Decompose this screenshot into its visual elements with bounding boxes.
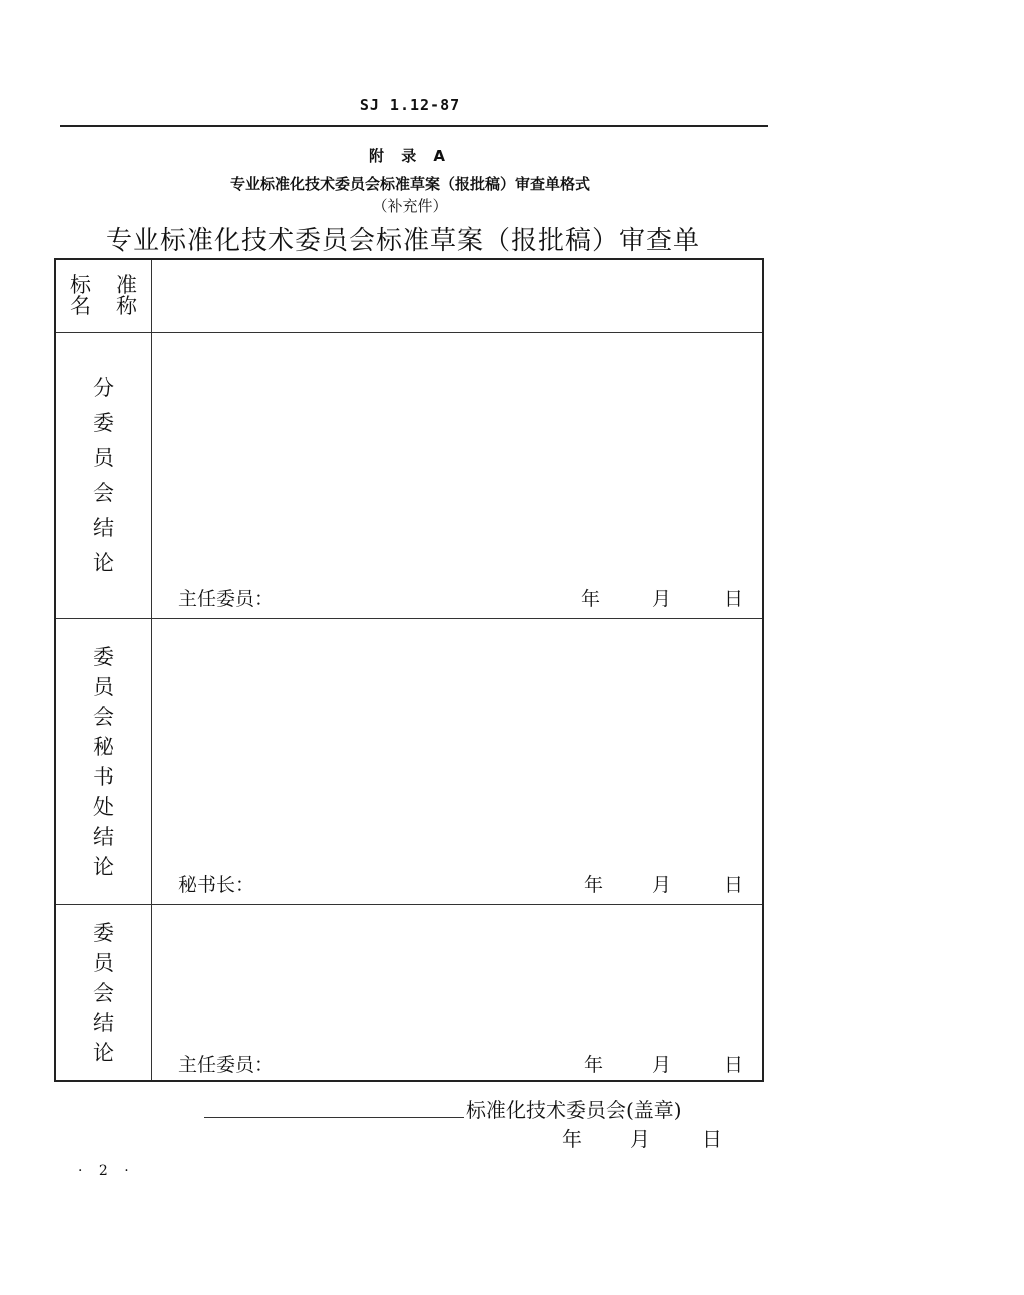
standard-name-field[interactable]	[152, 260, 762, 332]
label-char: 委	[93, 644, 114, 669]
label-char: 委	[93, 920, 114, 945]
page-number: · 2 ·	[78, 1163, 135, 1179]
label-char: 结	[93, 824, 114, 849]
label-char: 论	[93, 1040, 114, 1065]
label-char: 会	[93, 480, 114, 505]
committee-conclusion-field[interactable]	[152, 905, 762, 1045]
label-char: 处	[93, 794, 114, 819]
form-title: 专业标准化技术委员会标准草案（报批稿）审查单	[105, 226, 700, 256]
footer-date-year: 年	[562, 1127, 582, 1151]
label-char: 称	[116, 294, 137, 318]
label-char: 名	[70, 294, 91, 318]
committee-conclusion-label	[56, 905, 151, 1080]
supplement-note: （补充件）	[372, 197, 448, 215]
standard-code: SJ 1.12-87	[359, 96, 461, 114]
date-year: 年	[584, 1054, 604, 1076]
subcommittee-conclusion-label	[56, 333, 151, 618]
chair-member-signature-label: 主任委员：	[178, 588, 274, 610]
date-month: 月	[652, 874, 672, 896]
standard-name-label	[56, 260, 151, 332]
appendix-subtitle: 专业标准化技术委员会标准草案（报批稿）审查单格式	[229, 175, 590, 193]
label-char: 员	[93, 950, 114, 975]
date-month: 月	[652, 1054, 672, 1076]
label-char: 准	[116, 273, 137, 297]
label-char: 会	[93, 980, 114, 1005]
label-char: 论	[93, 854, 114, 879]
date-year: 年	[584, 874, 604, 896]
secretariat-conclusion-field[interactable]	[152, 619, 762, 869]
committee-name-blank-line[interactable]	[204, 1117, 464, 1118]
label-char: 秘	[93, 734, 114, 759]
label-char: 委	[93, 410, 114, 435]
review-form-table	[54, 258, 764, 1082]
header-divider	[60, 125, 768, 127]
date-day: 日	[724, 588, 744, 610]
label-char: 会	[93, 704, 114, 729]
date-day: 日	[724, 1054, 744, 1076]
appendix-label: 附 录 A	[368, 147, 452, 165]
label-char: 结	[93, 1010, 114, 1035]
label-char: 结	[93, 515, 114, 540]
label-char: 员	[93, 674, 114, 699]
date-year: 年	[581, 588, 601, 610]
secretariat-conclusion-label	[56, 619, 151, 904]
subcommittee-conclusion-field[interactable]	[152, 333, 762, 583]
date-day: 日	[724, 874, 744, 896]
label-char: 论	[93, 550, 114, 575]
secretary-general-signature-label: 秘书长：	[178, 874, 255, 896]
footer-date-day: 日	[702, 1127, 722, 1151]
label-char: 标	[70, 273, 91, 297]
label-char: 员	[93, 445, 114, 470]
committee-seal-label: 标准化技术委员会(盖章)	[466, 1098, 682, 1122]
chair-member-signature-label: 主任委员：	[178, 1054, 274, 1076]
label-char: 分	[93, 375, 114, 400]
date-month: 月	[652, 588, 672, 610]
label-char: 书	[93, 764, 114, 789]
footer-date-month: 月	[630, 1127, 650, 1151]
